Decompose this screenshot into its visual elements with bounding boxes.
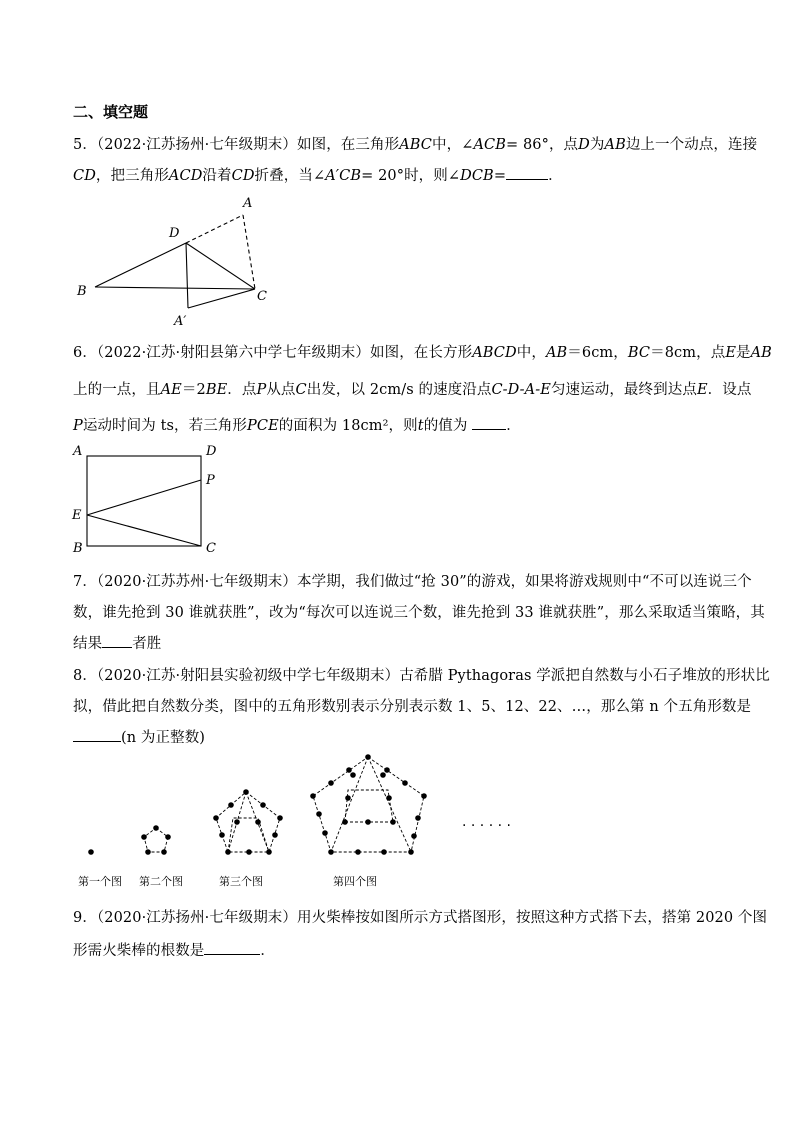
answer-blank[interactable] [204, 942, 260, 955]
q7-line-3: 结果 者胜 [73, 636, 162, 652]
q9-line-1: 9．（2020·江苏扬州·七年级期末）用火柴棒按如图所示方式搭图形，按照这种方式搭下去，搭第 2020 个图 [73, 910, 768, 926]
q5-line-2: CD，把三角形ACD沿着CD折叠，当∠A′CB= 20°时，则∠DCB= ． [73, 168, 563, 184]
pentagon-2 [144, 828, 168, 852]
label-a-prime: A′ [174, 314, 187, 329]
q6-line-3: P运动时间为 ts，若三角形PCE的面积为 18cm²，则t的值为 ． [73, 418, 521, 434]
q8-line-1: 8．（2020·江苏·射阳县实验初级中学七年级期末）古希腊 Pythagoras 学派把自然数与小石子堆放的形状比 [73, 668, 770, 684]
pentagon-3 [216, 792, 280, 852]
label-a: A [243, 196, 253, 211]
label-c: C [206, 541, 216, 556]
label-d: D [169, 226, 180, 241]
section-title: 二、填空题 [73, 103, 149, 121]
q6-line-2: 上的一点，且AE＝2BE．点P从点C出发，以 2cm/s 的速度沿点C-D-A-E匀速运动，最终到达点E．设点 [73, 382, 752, 398]
label-b: B [73, 541, 83, 556]
caption-figure-1: 第一个图 [78, 875, 122, 888]
q7-line-1: 7．（2020·江苏苏州·七年级期末）本学期，我们做过“抢 30”的游戏，如果将游戏规则中“不可以连说三个 [73, 574, 752, 590]
label-a: A [73, 444, 83, 459]
caption-figure-4: 第四个图 [333, 875, 377, 888]
label-e: E [72, 508, 82, 523]
label-p: P [206, 473, 215, 488]
stone-dot [88, 849, 94, 855]
q9-line-2: 形需火柴棒的根数是 ． [73, 943, 276, 959]
q8-line-2: 拟，借此把自然数分类，图中的五角形数别表示分别表示数 1、5、12、22、…，那么第 n 个五角形数是 [73, 699, 752, 715]
caption-figure-3: 第三个图 [219, 875, 263, 888]
continuation-dots: · · · · · · [462, 818, 511, 834]
q5-line-1: 5．（2022·江苏扬州·七年级期末）如图，在三角形ABC中，∠ACB= 86°，点D为AB边上一个动点，连接 [73, 137, 758, 153]
q7-line-2: 数，谁先抢到 30 谁就获胜”，改为“每次可以连说三个数，谁先抢到 33 谁就获胜”，那么采取适当策略，其 [73, 605, 765, 621]
caption-figure-2: 第二个图 [139, 875, 183, 888]
q8-line-3: (n 为正整数) [73, 726, 205, 747]
label-b: B [77, 284, 87, 299]
label-c: C [257, 289, 267, 304]
label-d: D [206, 444, 217, 459]
q6-line-1: 6．（2022·江苏·射阳县第六中学七年级期末）如图，在长方形ABCD中，AB＝6cm，BC＝8cm，点E是AB [73, 345, 772, 361]
pentagon-4 [313, 757, 424, 852]
